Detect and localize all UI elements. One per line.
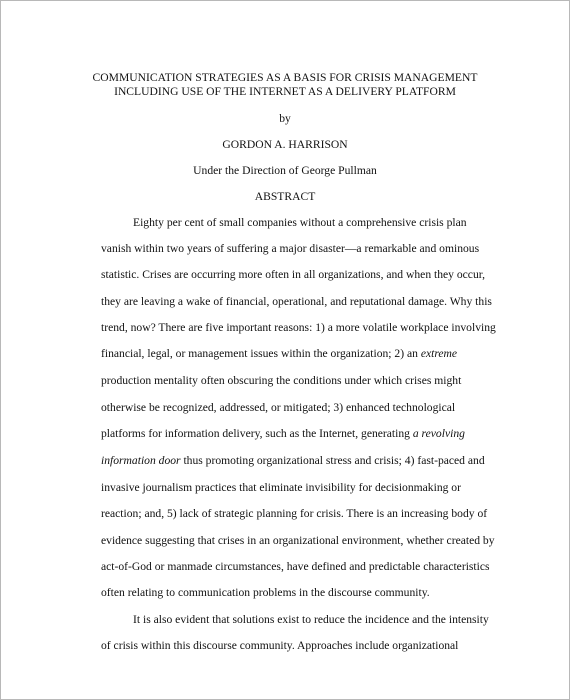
- abstract-line-text: thus promoting organizational stress and crisis; 4) fast-paced and: [180, 454, 485, 467]
- title-line-2: INCLUDING USE OF THE INTERNET AS A DELIVERY PLATFORM: [114, 85, 456, 98]
- abstract-line: trend, now? There are five important reasons: 1) a more volatile workplace involving: [101, 321, 496, 334]
- abstract-line: act-of-God or manmade circumstances, have defined and predictable characteristics: [101, 560, 490, 573]
- abstract-line: [101, 427, 465, 441]
- abstract-line: production mentality often obscuring the conditions under which crises might: [101, 374, 462, 387]
- abstract-line: Eighty per cent of small companies without a comprehensive crisis plan: [133, 216, 467, 229]
- by-line: by: [279, 112, 291, 125]
- abstract-emphasis: extreme: [420, 347, 458, 360]
- author-name: GORDON A. HARRISON: [222, 138, 348, 151]
- abstract-line: [101, 347, 457, 361]
- abstract-line: of crisis within this discourse community. Approaches include organizational: [101, 639, 459, 652]
- abstract-line: invasive journalism practices that eliminate invisibility for decisionmaking or: [101, 481, 461, 494]
- abstract-line-text: platforms for information delivery, such as the Internet, generating: [101, 427, 413, 440]
- abstract-line: reaction; and, 5) lack of strategic planning for crisis. There is an increasing body of: [101, 507, 488, 520]
- abstract-emphasis: information door: [101, 454, 181, 467]
- title-line-1: COMMUNICATION STRATEGIES AS A BASIS FOR CRISIS MANAGEMENT: [92, 71, 478, 84]
- abstract-line-text: financial, legal, or management issues within the organization; 2) an: [101, 347, 421, 360]
- document-title: [1, 71, 569, 99]
- abstract-line: It is also evident that solutions exist to reduce the incidence and the intensity: [133, 613, 489, 626]
- abstract-line: statistic. Crises are occurring more often in all organizations, and when they occur,: [101, 268, 486, 281]
- abstract-line: vanish within two years of suffering a major disaster—a remarkable and ominous: [101, 242, 480, 255]
- abstract-line: they are leaving a wake of financial, operational, and reputational damage. Why this: [101, 295, 492, 308]
- abstract-line: evidence suggesting that crises in an organizational environment, whether created by: [101, 534, 495, 547]
- direction-line: Under the Direction of George Pullman: [193, 164, 377, 177]
- abstract-heading: ABSTRACT: [254, 190, 316, 203]
- abstract-line: often relating to communication problems in the discourse community.: [101, 586, 430, 599]
- abstract-line: otherwise be recognized, addressed, or mitigated; 3) enhanced technological: [101, 401, 456, 414]
- abstract-emphasis: a revolving: [412, 427, 465, 440]
- abstract-line: [101, 454, 485, 468]
